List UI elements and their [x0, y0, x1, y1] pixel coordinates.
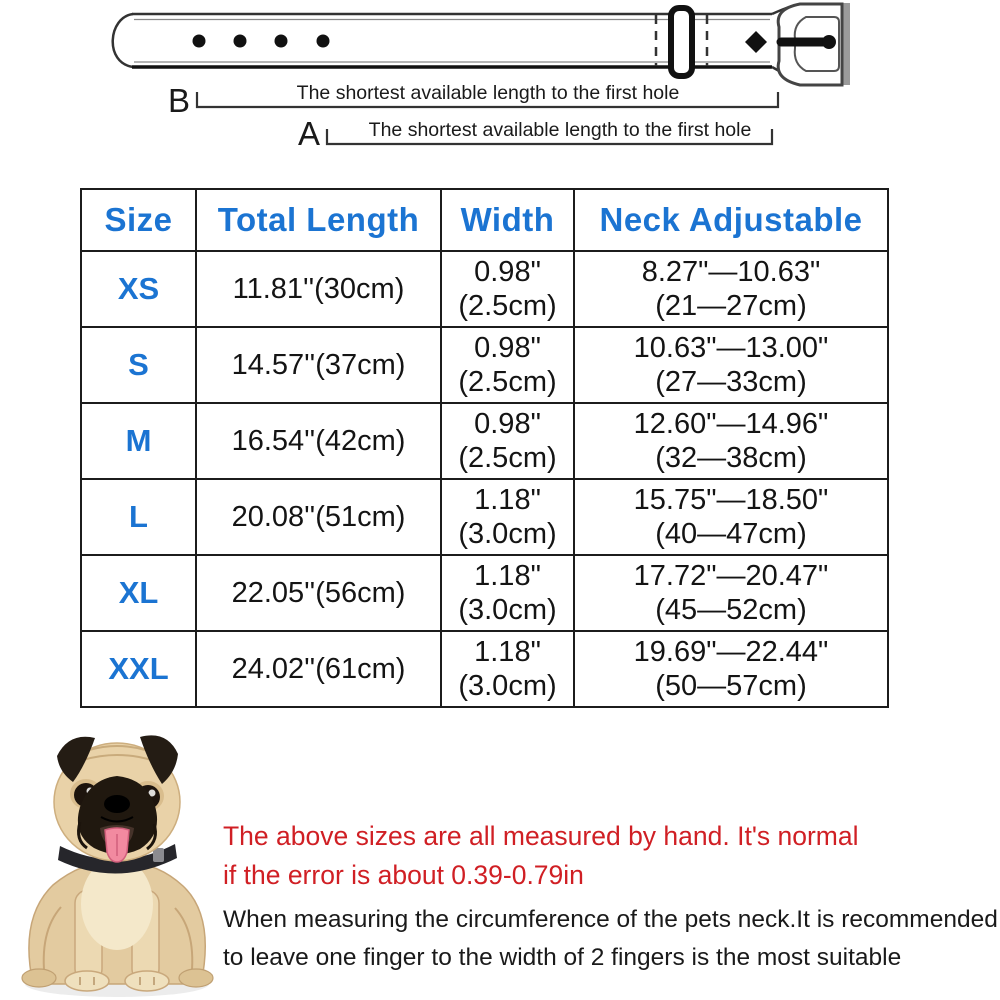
- size-table: [80, 188, 889, 708]
- total-length-cell: 14.57''(37cm): [196, 327, 441, 403]
- measuring-tip: [223, 901, 998, 977]
- width-cell: 0.98" (2.5cm): [441, 251, 574, 327]
- table-header-row: [81, 189, 888, 251]
- table-row-l: [81, 479, 888, 555]
- pug-paw: [65, 971, 109, 991]
- measurement-caption-b: The shortest available length to the first hole: [296, 82, 680, 104]
- measure-line-2: to leave one finger to the width of 2 fingers is the most suitable: [223, 944, 902, 971]
- measurement-caption-a: The shortest available length to the first hole: [368, 119, 752, 141]
- header-size: Size: [81, 189, 196, 251]
- measurement-label-b: B: [167, 82, 191, 119]
- table-row-m: [81, 403, 888, 479]
- measure-line-1: When measuring the circumference of the pets neck.It is recommended: [223, 906, 998, 933]
- belt-keeper-loop: [671, 8, 692, 76]
- neck-cell: 17.72"—20.47" (45—52cm): [574, 555, 888, 631]
- hand-measure-warning: [223, 817, 943, 895]
- pug-puppy-photo: [5, 722, 230, 1000]
- warning-line-2: if the error is about 0.39-0.79in: [223, 860, 584, 890]
- header-width: Width: [441, 189, 574, 251]
- total-length-cell: 16.54''(42cm): [196, 403, 441, 479]
- total-length-cell: 24.02''(61cm): [196, 631, 441, 707]
- header-neck-adjustable: Neck Adjustable: [574, 189, 888, 251]
- width-cell: 1.18" (3.0cm): [441, 555, 574, 631]
- belt-holes: [193, 35, 330, 48]
- width-cell: 0.98" (2.5cm): [441, 403, 574, 479]
- total-length-cell: 20.08''(51cm): [196, 479, 441, 555]
- table-row-xxl: [81, 631, 888, 707]
- neck-cell: 10.63"—13.00" (27—33cm): [574, 327, 888, 403]
- size-cell: XXL: [81, 631, 196, 707]
- size-cell: M: [81, 403, 196, 479]
- pug-nose: [104, 795, 130, 813]
- table-row-xs: [81, 251, 888, 327]
- size-cell: L: [81, 479, 196, 555]
- table-row-s: [81, 327, 888, 403]
- neck-cell: 15.75"—18.50" (40—47cm): [574, 479, 888, 555]
- belt-buckle: [778, 3, 850, 85]
- neck-cell: 12.60"—14.96" (32—38cm): [574, 403, 888, 479]
- total-length-cell: 22.05''(56cm): [196, 555, 441, 631]
- belt-first-hole: [745, 31, 767, 53]
- neck-cell: 8.27"—10.63" (21—27cm): [574, 251, 888, 327]
- pug-head: [54, 735, 180, 862]
- width-cell: 1.18" (3.0cm): [441, 631, 574, 707]
- size-cell: S: [81, 327, 196, 403]
- measurement-label-a: A: [297, 115, 321, 152]
- collar-measurement-diagram: [0, 0, 1000, 170]
- total-length-cell: 11.81''(30cm): [196, 251, 441, 327]
- size-cell: XL: [81, 555, 196, 631]
- table-row-xl: [81, 555, 888, 631]
- width-cell: 0.98" (2.5cm): [441, 327, 574, 403]
- measurement-bracket-b: [168, 82, 778, 119]
- pug-paw: [125, 971, 169, 991]
- measurement-bracket-a: [298, 115, 772, 152]
- buckle-pin-tip: [822, 35, 836, 49]
- width-cell: 1.18" (3.0cm): [441, 479, 574, 555]
- neck-cell: 19.69"—22.44" (50—57cm): [574, 631, 888, 707]
- belt-left-cap: [113, 14, 133, 67]
- size-cell: XS: [81, 251, 196, 327]
- warning-line-1: The above sizes are all measured by hand. It's normal: [223, 821, 859, 851]
- header-total-length: Total Length: [196, 189, 441, 251]
